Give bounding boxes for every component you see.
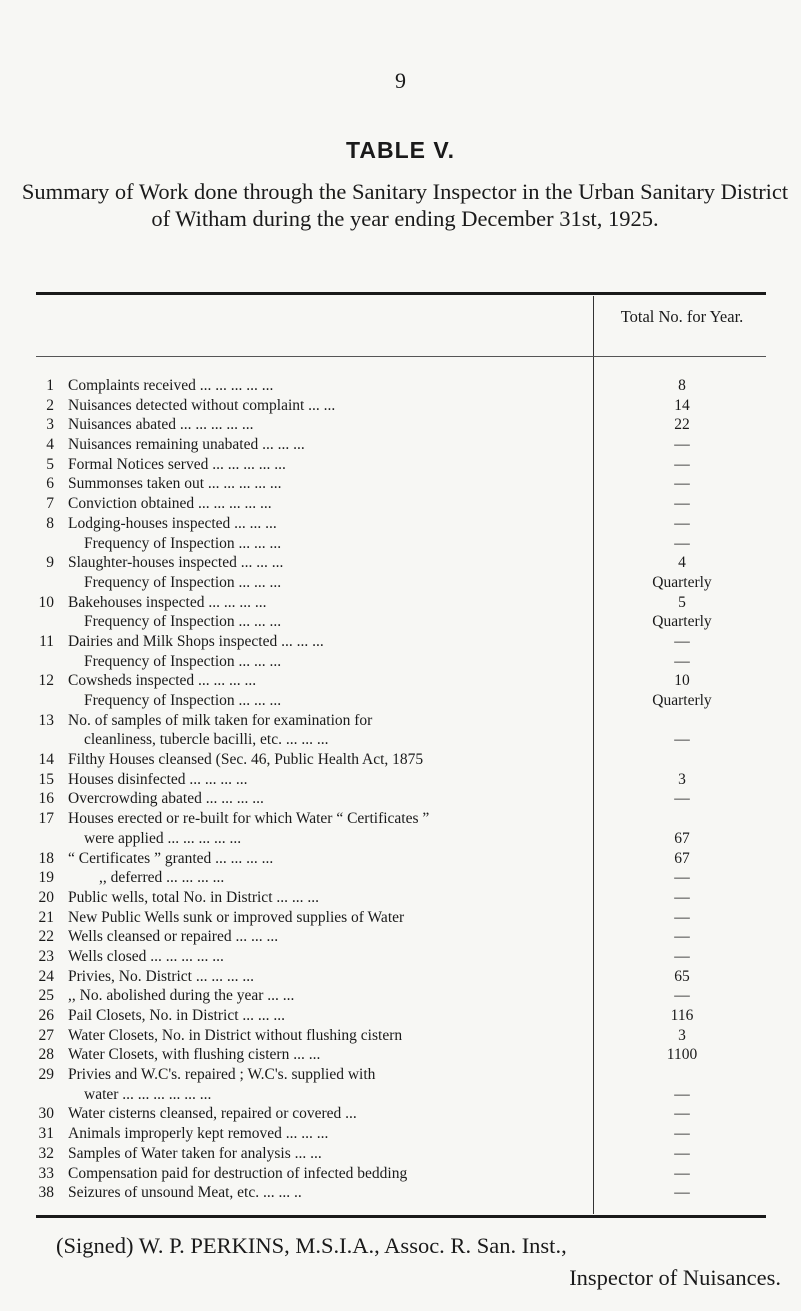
row-total: — — [674, 475, 690, 493]
row-number: 28 — [38, 1046, 54, 1064]
row-total: — — [674, 455, 690, 473]
table-row — [36, 593, 766, 613]
page-number: 9 — [395, 68, 406, 93]
row-number: 30 — [38, 1105, 54, 1123]
row-number: 31 — [38, 1125, 54, 1143]
row-total: 22 — [674, 416, 690, 434]
row-total: — — [674, 928, 690, 946]
row-number: 1 — [46, 377, 54, 394]
row-number: 3 — [46, 416, 54, 434]
row-description: “ Certificates ” granted ... ... ... ... — [68, 849, 274, 867]
row-description: ,, deferred ... ... ... ... — [99, 869, 225, 887]
table-row — [36, 947, 766, 967]
row-number: 22 — [38, 928, 54, 946]
table-row — [36, 908, 766, 928]
row-number: 5 — [46, 455, 54, 473]
table-row — [36, 396, 766, 416]
row-number: 21 — [38, 908, 54, 926]
table-row — [36, 1026, 766, 1046]
row-number: 25 — [38, 987, 54, 1005]
row-description: water ... ... ... ... ... ... — [84, 1085, 212, 1103]
row-description: Nuisances remaining unabated ... ... ... — [68, 436, 305, 454]
row-number: 27 — [38, 1026, 54, 1044]
row-number: 12 — [38, 672, 54, 690]
row-description: were applied ... ... ... ... ... — [84, 829, 242, 847]
table-row — [36, 494, 766, 514]
row-description: cleanliness, tubercle bacilli, etc. ... ... ... — [84, 731, 329, 749]
row-description: Cowsheds inspected ... ... ... ... — [68, 672, 257, 690]
row-description: Frequency of Inspection ... ... ... — [84, 652, 282, 670]
row-total: Quarterly — [652, 573, 712, 591]
table-caption: Summary of Work done through the Sanitary Inspector in the Urban Sanitary District of Witham during the year ending December 31st, 1925. — [21, 179, 789, 231]
table-row — [36, 849, 766, 869]
table-row — [36, 1045, 766, 1065]
row-description: Water cisterns cleansed, repaired or covered ... — [68, 1105, 357, 1123]
row-total: 4 — [678, 554, 686, 572]
table-row — [36, 730, 766, 750]
row-total: — — [674, 534, 690, 552]
table-row — [36, 474, 766, 494]
row-number: 14 — [38, 751, 54, 769]
row-description: Filthy Houses cleansed (Sec. 46, Public Health Act, 1875 — [68, 751, 424, 769]
row-description: ,, No. abolished during the year ... ... — [68, 987, 295, 1005]
row-description: Wells closed ... ... ... ... ... — [68, 947, 224, 965]
row-description: Frequency of Inspection ... ... ... — [84, 613, 282, 631]
row-description: Frequency of Inspection ... ... ... — [84, 534, 282, 552]
table-row — [36, 1164, 766, 1184]
row-number: 9 — [46, 554, 54, 572]
row-number: 24 — [38, 967, 54, 985]
row-description: Bakehouses inspected ... ... ... ... — [68, 593, 267, 611]
row-description: No. of samples of milk taken for examination for — [68, 711, 373, 729]
row-description: Frequency of Inspection ... ... ... — [84, 692, 282, 709]
signature: (Signed) W. P. PERKINS, M.S.I.A., Assoc. R. San. Inst., — [56, 1233, 567, 1258]
row-number: 10 — [38, 593, 54, 611]
table-row — [36, 534, 766, 554]
table-row — [36, 612, 766, 632]
table-row — [36, 868, 766, 888]
row-description: Water Closets, No. in District without flushing cistern — [68, 1026, 403, 1044]
row-number: 18 — [38, 849, 54, 867]
row-total: — — [674, 495, 690, 513]
row-total: — — [674, 947, 690, 965]
table-row — [36, 435, 766, 455]
row-description: New Public Wells sunk or improved supplies of Water — [68, 908, 405, 926]
top-rule — [36, 292, 766, 295]
row-number: 11 — [39, 632, 54, 650]
row-description: Compensation paid for destruction of infected bedding — [68, 1164, 408, 1182]
row-number: 20 — [38, 888, 54, 906]
row-number: 6 — [46, 475, 54, 493]
row-number: 26 — [38, 1007, 54, 1024]
row-total: — — [674, 731, 690, 749]
row-description: Samples of Water taken for analysis ... ... — [68, 1144, 322, 1162]
row-number: 7 — [46, 495, 54, 513]
row-total: 67 — [674, 849, 690, 867]
header-underline — [36, 356, 766, 357]
table-row — [36, 986, 766, 1006]
table-row — [36, 514, 766, 534]
row-total: — — [674, 908, 690, 926]
row-description: Privies, No. District ... ... ... ... — [68, 967, 254, 985]
table-row — [36, 671, 766, 691]
row-total: — — [674, 652, 690, 670]
row-description: Seizures of unsound Meat, etc. ... ... .. — [68, 1184, 302, 1202]
row-total: 10 — [674, 672, 690, 690]
table-row — [36, 1124, 766, 1144]
table-row — [36, 1183, 766, 1203]
row-number: 16 — [38, 790, 54, 808]
row-description: Complaints received ... ... ... ... ... — [68, 377, 274, 394]
row-number: 23 — [38, 947, 54, 965]
row-description: Nuisances detected without complaint ... ... — [68, 396, 336, 414]
row-total: — — [674, 632, 690, 650]
row-description: Summonses taken out ... ... ... ... ... — [68, 475, 282, 493]
row-total: 1100 — [666, 1046, 698, 1064]
row-total: — — [674, 1085, 690, 1103]
row-description: Lodging-houses inspected ... ... ... — [68, 514, 277, 532]
table-row — [36, 789, 766, 809]
row-total: 65 — [674, 967, 690, 985]
row-number: 19 — [38, 869, 54, 887]
row-number: 8 — [46, 514, 54, 532]
summary-table-body — [36, 376, 766, 1203]
row-total: 67 — [674, 829, 690, 847]
table-row — [36, 927, 766, 947]
row-number: 2 — [46, 396, 54, 414]
bottom-rule — [36, 1215, 766, 1218]
row-total: 8 — [678, 377, 686, 394]
row-description: Privies and W.C's. repaired ; W.C's. supplied with — [68, 1066, 376, 1084]
table-row — [36, 652, 766, 672]
row-total: — — [674, 888, 690, 906]
row-total: 116 — [670, 1007, 694, 1024]
row-total: 14 — [674, 396, 690, 414]
table-row — [36, 809, 766, 829]
table-row — [36, 1144, 766, 1164]
table-row — [36, 376, 766, 396]
row-total: — — [674, 1144, 690, 1162]
row-total: — — [674, 436, 690, 454]
table-row — [36, 1104, 766, 1124]
row-total: — — [674, 869, 690, 887]
row-number: 4 — [46, 436, 54, 454]
table-row — [36, 888, 766, 908]
table-row — [36, 455, 766, 475]
row-number: 29 — [38, 1066, 54, 1084]
row-total: Quarterly — [652, 692, 712, 709]
row-number: 15 — [38, 770, 54, 788]
row-total: — — [674, 1125, 690, 1143]
row-number: 17 — [38, 810, 54, 828]
row-total: — — [674, 790, 690, 808]
row-total: — — [674, 987, 690, 1005]
total-column-header: Total No. for Year. — [620, 307, 744, 326]
table-row — [36, 553, 766, 573]
table-title: TABLE V. — [346, 137, 455, 163]
table-row — [36, 1085, 766, 1105]
row-description: Public wells, total No. in District ... ... ... — [68, 888, 319, 906]
row-total: — — [674, 1184, 690, 1202]
row-total: 3 — [678, 770, 686, 788]
table-row — [36, 1065, 766, 1085]
row-number: 33 — [38, 1164, 54, 1182]
row-number: 13 — [38, 711, 54, 729]
row-description: Overcrowding abated ... ... ... ... — [68, 790, 264, 808]
row-number: 32 — [38, 1144, 54, 1162]
table-row — [36, 770, 766, 790]
row-description: Pail Closets, No. in District ... ... ... — [68, 1007, 285, 1024]
row-description: Formal Notices served ... ... ... ... ... — [68, 455, 286, 473]
table-row — [36, 711, 766, 731]
signature-title: Inspector of Nuisances. — [569, 1265, 781, 1290]
table-row — [36, 691, 766, 711]
table-row — [36, 573, 766, 593]
row-description: Wells cleansed or repaired ... ... ... — [68, 928, 279, 946]
row-description: Nuisances abated ... ... ... ... ... — [68, 416, 254, 434]
row-total: — — [674, 1164, 690, 1182]
table-row — [36, 1006, 766, 1026]
row-description: Houses erected or re-built for which Water “ Certificates ” — [68, 810, 430, 828]
row-description: Slaughter-houses inspected ... ... ... — [68, 554, 284, 572]
row-number: 38 — [38, 1184, 54, 1202]
row-description: Houses disinfected ... ... ... ... — [68, 770, 248, 788]
row-description: Conviction obtained ... ... ... ... ... — [68, 495, 272, 513]
table-row — [36, 967, 766, 987]
table-row — [36, 632, 766, 652]
table-row — [36, 750, 766, 770]
row-total: — — [674, 1105, 690, 1123]
row-description: Water Closets, with flushing cistern ... ... — [68, 1046, 321, 1064]
table-row — [36, 829, 766, 849]
row-total: 5 — [678, 593, 686, 611]
row-description: Frequency of Inspection ... ... ... — [84, 573, 282, 591]
row-description: Animals improperly kept removed ... ... ... — [68, 1125, 329, 1143]
table-row — [36, 415, 766, 435]
row-description: Dairies and Milk Shops inspected ... ... ... — [68, 632, 324, 650]
row-total: — — [674, 514, 690, 532]
row-total: Quarterly — [652, 613, 712, 631]
row-total: 3 — [678, 1026, 686, 1044]
